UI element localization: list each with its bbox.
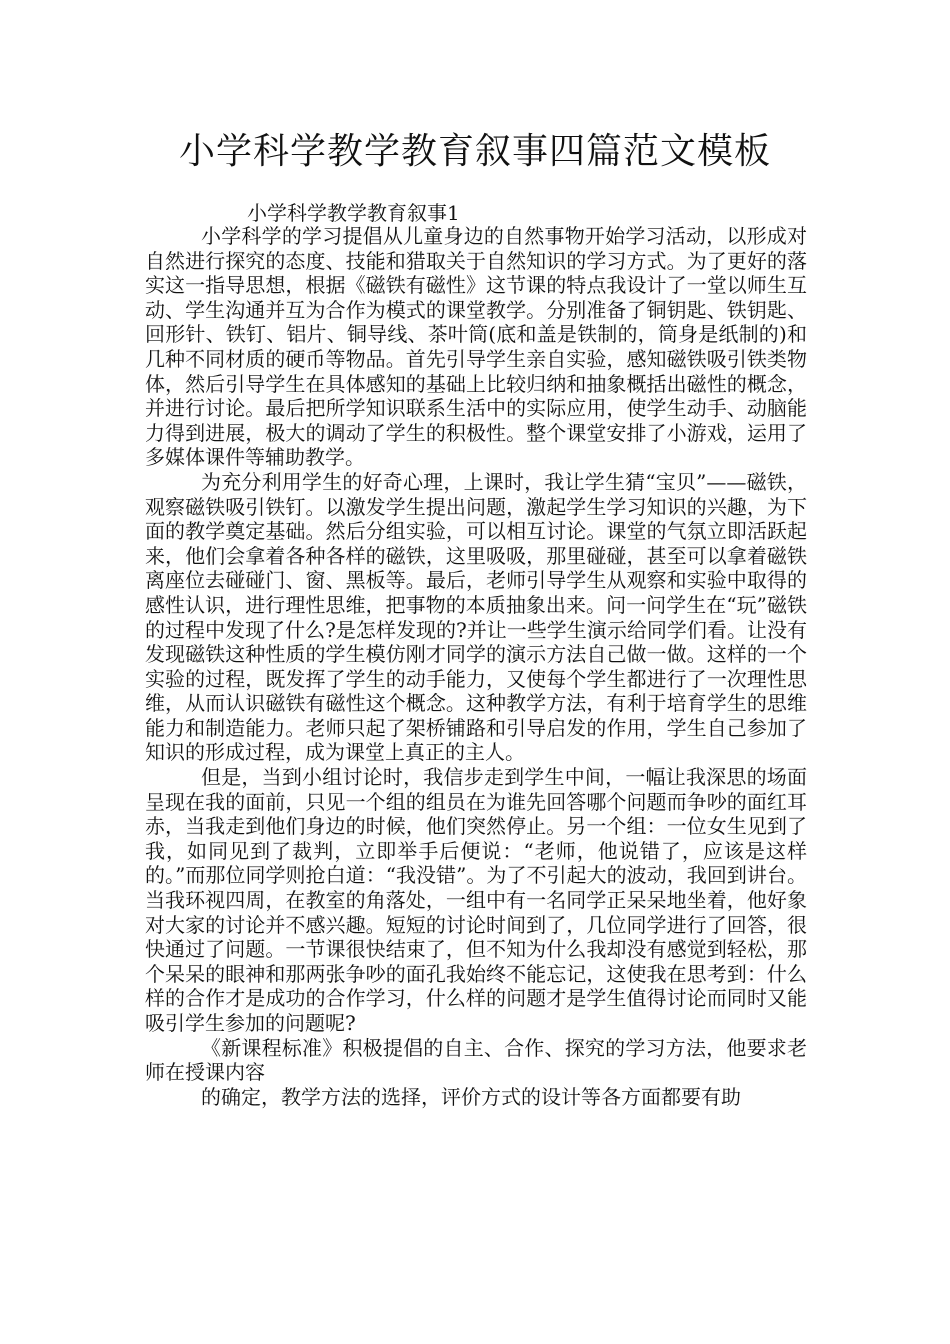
- paragraph-5: 的确定，教学方法的选择，评价方式的设计等各方面都要有助: [201, 1084, 741, 1109]
- document-body: [145, 224, 807, 1109]
- section-heading: 小学科学教学教育叙事1: [247, 201, 460, 225]
- paragraph-1: 小学科学的学习提倡从儿童身边的自然事物开始学习活动，以形成对自然进行探究的态度、技能和猎取关于自然知识的学习方式。为了更好的落实这一指导思想，根据《磁铁有磁性》这节课的特点我设计了一堂以师生互动、学生沟通并互为合作为模式的课堂教学。分别准备了铜钥匙、铁钥匙、回形针、铁钉、铝片、铜导线、茶叶筒(底和盖是铁制的，筒身是纸制的)和几种不同材质的硬币等物品。首先引导学生亲自实验，感知磁铁吸引铁类物体，然后引导学生在具体感知的基础上比较归纳和抽象概括出磁性的概念，并进行讨论。最后把所学知识联系生活中的实际应用，使学生动手、动脑能力得到进展，极大的调动了学生的积极性。整个课堂安排了小游戏，运用了多媒体课件等辅助教学。: [145, 224, 807, 470]
- paragraph-3: 但是，当到小组讨论时，我信步走到学生中间，一幅让我深思的场面呈现在我的面前，只见一个组的组员在为谁先回答哪个问题而争吵的面红耳赤，当我走到他们身边的时候，他们突然停止。另一个组：一位女生见到了我，如同见到了裁判，立即举手后便说：“老师，他说错了，应该是这样的。”而那位同学则抢白道：“我没错”。为了不引起大的波动，我回到讲台。当我环视四周，在教室的角落处，一组中有一名同学正呆呆地坐着，他好象对大家的讨论并不感兴趣。短短的讨论时间到了，几位同学进行了回答，很快通过了问题。一节课很快结束了，但不知为什么我却没有感觉到轻松，那个呆呆的眼神和那两张争吵的面孔我始终不能忘记，这使我在思考到：什么样的合作才是成功的合作学习，什么样的问题才是学生值得讨论而同时又能吸引学生参加的问题呢?: [145, 765, 807, 1035]
- paragraph-4: 《新课程标准》积极提倡的自主、合作、探究的学习方法，他要求老师在授课内容: [145, 1035, 807, 1085]
- paragraph-2: 为充分利用学生的好奇心理，上课时，我让学生猜“宝贝”——磁铁，观察磁铁吸引铁钉。以激发学生提出问题，激起学生学习知识的兴趣，为下面的教学奠定基础。然后分组实验，可以相互讨论。课堂的气氛立即活跃起来，他们会拿着各种各样的磁铁，这里吸吸，那里碰碰，甚至可以拿着磁铁离座位去碰碰门、窗、黑板等。最后，老师引导学生从观察和实验中取得的感性认识，进行理性思维，把事物的本质抽象出来。问一问学生在“玩”磁铁的过程中发现了什么?是怎样发现的?并让一些学生演示给同学们看。让没有发现磁铁这种性质的学生模仿刚才同学的演示方法自己做一做。这样的一个实验的过程，既发挥了学生的动手能力，又使每个学生都进行了一次理性思维，从而认识磁铁有磁性这个概念。这种教学方法，有利于培育学生的思维能力和制造能力。老师只起了架桥铺路和引导启发的作用，学生自己参加了知识的形成过程，成为课堂上真正的主人。: [145, 469, 807, 765]
- document-title: 小学科学教学教育叙事四篇范文模板: [178, 131, 771, 172]
